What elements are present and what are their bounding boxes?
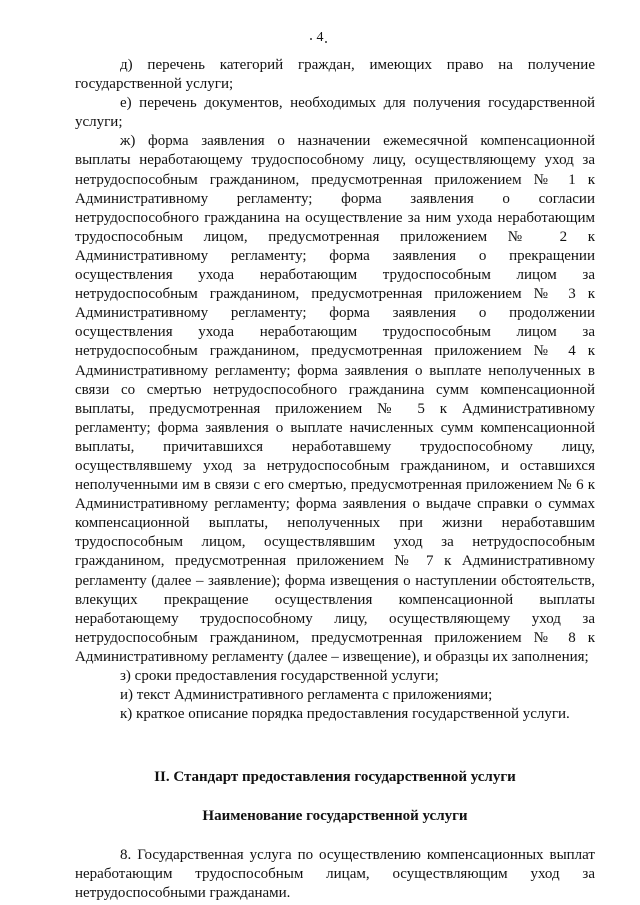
subheading: Наименование государственной услуги (202, 808, 468, 825)
section-heading: II. Стандарт предоставления государственной услуги (154, 769, 516, 786)
list-item-k: к) краткое описание порядка предоставления государственной услуги. (120, 706, 570, 723)
list-item-z: з) сроки предоставления государственной услуги; (120, 668, 439, 684)
document-body (75, 56, 595, 904)
list-item-d: д) перечень категорий граждан, имеющих право на получение государственной услуги; (75, 57, 595, 93)
list-item-e: е) перечень документов, необходимых для получения государственной услуги; (75, 95, 595, 131)
list-item-zh: ж) форма заявления о назначении ежемесячной компенсационной выплаты неработающему трудоспособному лицу, осуществляющему уход за нетрудоспособным гражданином, предусмотренная приложением № 1 к Административному регламенту; форма заявления о согласии нетрудоспособного гражданина на осуществление за ним ухода неработающим трудоспособным лицом, предусмотренная приложением № 2 к Административному регламенту; форма заявления о прекращении осуществления ухода неработающим трудоспособным лицом за нетрудоспособным гражданином, предусмотренная приложением № 3 к Административному регламенту; форма заявления о продолжении осуществления ухода неработающим трудоспособным лицом за нетрудоспособным гражданином, предусмотренная приложением № 4 к Административному регламенту; форма заявления о выплате неполученных в связи со смертью нетрудоспособного гражданина сумм компенсационной выплаты, предусмотренная приложением № 5 к Административному регламенту; форма заявления о выплате начисленных сумм компенсационной выплаты, причитавшихся неработавшему трудоспособному лицу, осуществлявшему уход за нетрудоспособным гражданином, и оставшихся неполученными им в связи с его смертью, предусмотренная приложением № 6 к Административному регламенту; форма заявления о выдаче справки о суммах компенсационной выплаты, неполученных при жизни неработавшим трудоспособным лицом, осуществлявшим уход за нетрудоспособным гражданином, предусмотренная приложением № 7 к Административному регламенту (далее – заявление); форма извещения о наступлении обстоятельств, влекущих прекращение осуществления компенсационной выплаты неработающему трудоспособному лицу, осуществляющему уход за нетрудоспособным гражданином, предусмотренная приложением № 8 к Административному регламенту (далее – извещение), и образцы их заполнения; (75, 133, 595, 665)
page-number: 4 (316, 30, 324, 45)
scan-speck (325, 41, 327, 43)
paragraph-8: 8. Государственная услуга по осуществлению компенсационных выплат неработающим трудоспособным лицам, осуществляющим уход за нетрудоспособными гражданами. (75, 847, 595, 902)
list-item-i: и) текст Административного регламента с приложениями; (120, 687, 493, 704)
scan-speck (310, 38, 312, 40)
